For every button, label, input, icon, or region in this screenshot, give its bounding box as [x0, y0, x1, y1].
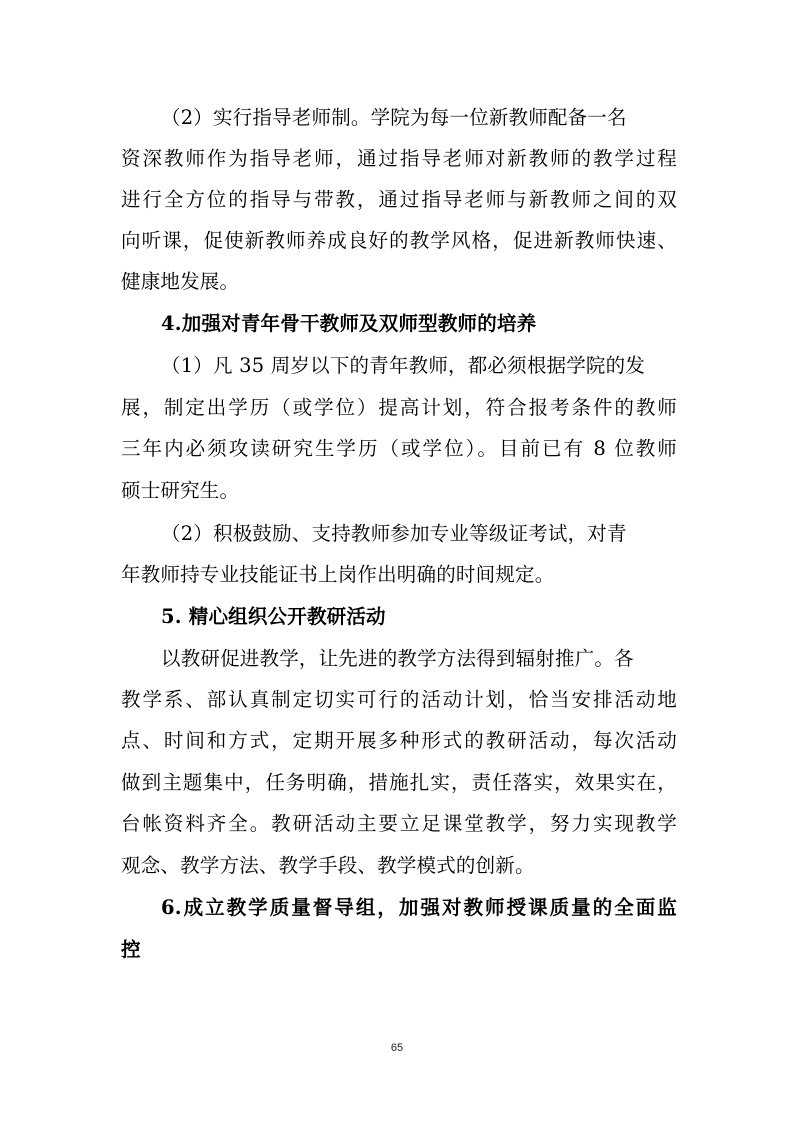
page-number: 65 [390, 1042, 404, 1054]
section-heading: 控 [121, 938, 141, 961]
paragraph-line: 以教研促进教学，让先进的教学方法得到辐射推广。各 [161, 647, 634, 670]
paragraph-line: 教学系、部认真制定切实可行的活动计划，恰当安排活动地 [121, 688, 677, 711]
paragraph-line: （1）凡 35 周岁以下的青年教师，都必须根据学院的发 [161, 354, 646, 377]
paragraph-line: 硕士研究生。 [121, 479, 240, 502]
paragraph-line: 年教师持专业技能证书上岗作出明确的时间规定。 [121, 563, 555, 586]
section-heading: 5. 精心组织公开教研活动 [161, 605, 386, 628]
paragraph-line: 观念、教学方法、教学手段、教学模式的创新。 [121, 854, 535, 877]
paragraph-line: （2）实行指导老师制。学院为每一位新教师配备一名 [161, 106, 627, 129]
paragraph-line: 资深教师作为指导老师，通过指导老师对新教师的教学过程 [121, 147, 677, 170]
paragraph-line: 点、时间和方式，定期开展多种形式的教研活动，每次活动 [121, 729, 677, 752]
paragraph-line: 做到主题集中，任务明确，措施扎实，责任落实，效果实在， [121, 771, 677, 794]
paragraph-line: 台帐资料齐全。教研活动主要立足课堂教学，努力实现教学 [121, 812, 677, 835]
paragraph-line: 展，制定出学历（或学位）提高计划，符合报考条件的教师 [121, 396, 677, 419]
paragraph-line: 健康地发展。 [121, 270, 240, 293]
paragraph-line: （2）积极鼓励、支持教师参加专业等级证考试，对青 [161, 522, 627, 545]
paragraph-line: 进行全方位的指导与带教，通过指导老师与新教师之间的双 [121, 188, 677, 211]
paragraph-line: 三年内必须攻读研究生学历（或学位）。目前已有 8 位教师 [121, 437, 677, 460]
section-heading: 6.成立教学质量督导组，加强对教师授课质量的全面监 [161, 896, 677, 919]
paragraph-line: 向听课，促使新教师养成良好的教学风格，促进新教师快速、 [121, 229, 677, 252]
section-heading: 4.加强对青年骨干教师及双师型教师的培养 [161, 312, 537, 335]
